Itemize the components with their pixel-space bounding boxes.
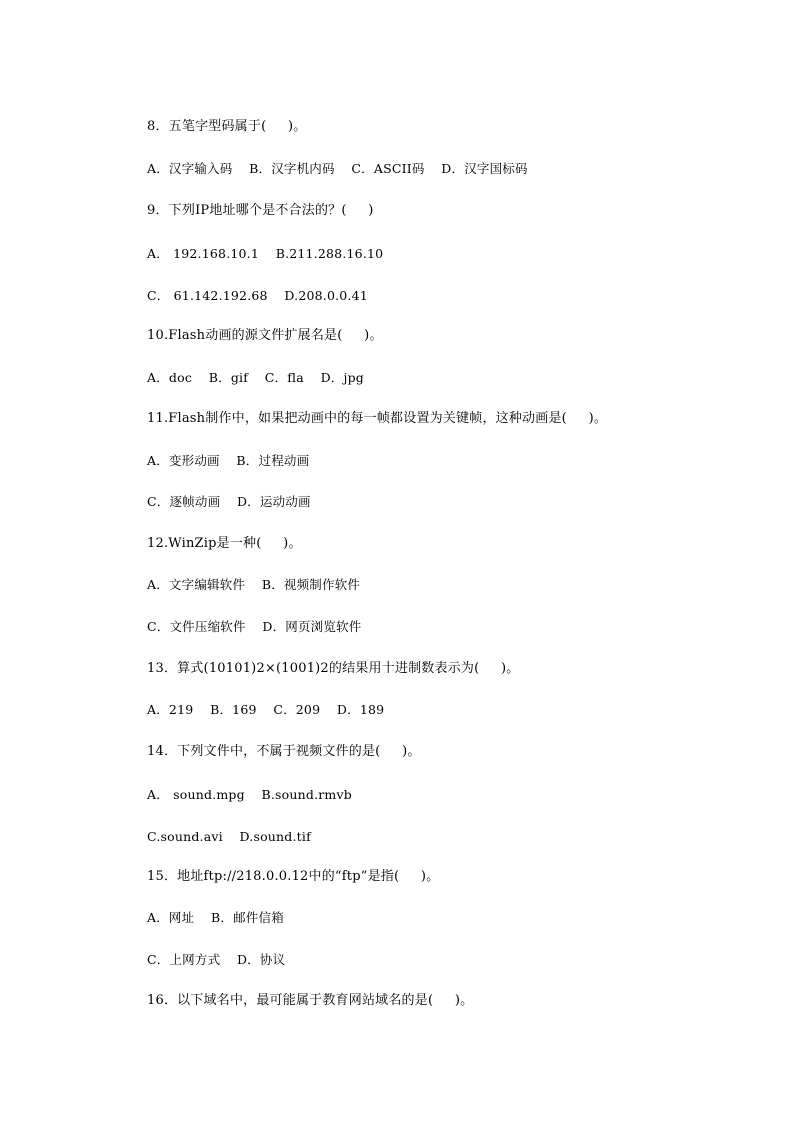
question-9-options-row-1: A． 192.168.10.1 B.211.288.16.10 [147, 246, 384, 261]
question-15-options-row-2: C．上网方式 D．协议 [147, 952, 286, 967]
question-10: 10.Flash动画的源文件扩展名是( )。 [147, 328, 383, 343]
question-11: 11.Flash制作中，如果把动画中的每一帧都设置为关键帧，这种动画是( )。 [147, 411, 608, 426]
question-9: 9．下列IP地址哪个是不合法的？( ) [147, 203, 374, 218]
question-8: 8．五笔字型码属于( )。 [147, 119, 307, 134]
question-13: 13．算式(10101)2×(1001)2的结果用十进制数表示为( )。 [147, 661, 520, 676]
question-14-options-row-2: C.sound.avi D.sound.tif [147, 829, 311, 844]
question-11-options-row-2: C．逐帧动画 D．运动动画 [147, 494, 311, 509]
question-15-options-row-1: A．网址 B．邮件信箱 [147, 910, 284, 925]
question-14-options-row-1: A． sound.mpg B.sound.rmvb [147, 787, 352, 802]
question-15: 15．地址ftp://218.0.0.12中的“ftp”是指( )。 [147, 869, 440, 884]
question-11-options-row-1: A．变形动画 B．过程动画 [147, 453, 310, 468]
question-10-options: A．doc B．gif C．fla D．jpg [147, 370, 364, 385]
question-13-options: A．219 B．169 C．209 D．189 [147, 702, 385, 717]
question-12: 12.WinZip是一种( )。 [147, 536, 302, 551]
question-16: 16．以下域名中，最可能属于教育网站域名的是( )。 [147, 993, 474, 1008]
question-12-options-row-2: C．文件压缩软件 D．网页浏览软件 [147, 619, 362, 634]
question-8-options: A．汉字输入码 B．汉字机内码 C．ASCII码 D．汉字国标码 [147, 161, 528, 176]
question-12-options-row-1: A．文字编辑软件 B．视频制作软件 [147, 577, 361, 592]
question-14: 14．下列文件中，不属于视频文件的是( )。 [147, 744, 421, 759]
question-9-options-row-2: C． 61.142.192.68 D.208.0.0.41 [147, 288, 368, 303]
